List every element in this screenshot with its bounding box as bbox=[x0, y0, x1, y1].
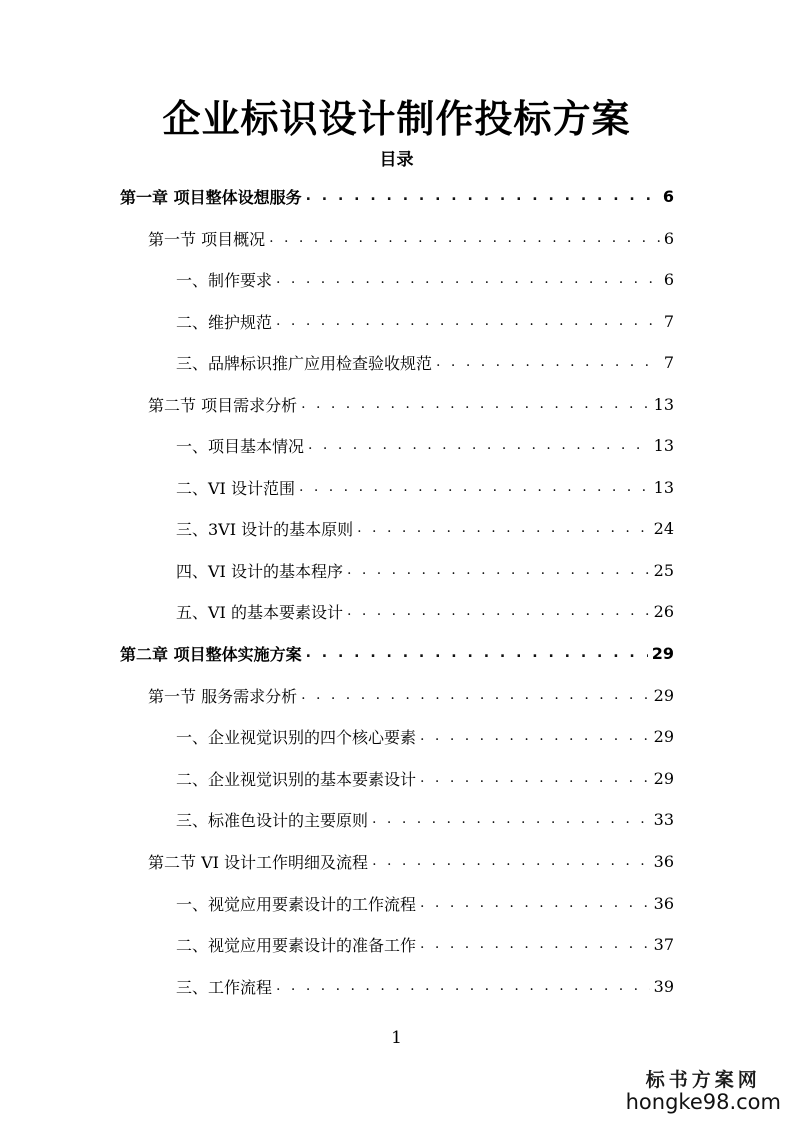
toc-entry-page: 13 bbox=[653, 394, 674, 414]
toc-entry-item[interactable] bbox=[176, 550, 674, 590]
toc-entry-section[interactable] bbox=[148, 675, 674, 715]
toc-entry-page: 37 bbox=[653, 934, 674, 954]
toc-entry-item[interactable] bbox=[176, 591, 674, 631]
toc-entry-label: 四、VI 设计的基本程序 bbox=[176, 561, 343, 581]
toc-entry-page: 29 bbox=[653, 685, 674, 705]
toc-entry-item[interactable] bbox=[176, 924, 674, 964]
toc-dot-leader bbox=[306, 188, 659, 204]
toc-entry-page: 13 bbox=[653, 435, 674, 455]
toc-dot-leader bbox=[372, 811, 650, 827]
toc-entry-page: 7 bbox=[663, 311, 674, 331]
toc-heading: 目录 bbox=[379, 150, 414, 170]
toc-entry-section[interactable] bbox=[148, 384, 674, 424]
toc-dot-leader bbox=[347, 562, 650, 578]
toc-entry-item[interactable] bbox=[176, 966, 674, 1006]
toc-entry-page: 6 bbox=[663, 269, 674, 289]
toc-entry-label: 三、工作流程 bbox=[176, 977, 273, 997]
toc-entry-page: 29 bbox=[653, 726, 674, 746]
toc-entry-label: 第二节 项目需求分析 bbox=[148, 395, 298, 415]
toc-entry-page: 29 bbox=[651, 643, 674, 663]
toc-entry-label: 二、视觉应用要素设计的准备工作 bbox=[176, 935, 417, 955]
toc-dot-leader bbox=[269, 230, 660, 246]
watermark-brand: 标书方案网 bbox=[645, 1069, 761, 1091]
toc-dot-leader bbox=[420, 895, 650, 911]
toc-dot-leader bbox=[420, 936, 650, 952]
toc-dot-leader bbox=[276, 271, 660, 287]
toc-entry-page: 36 bbox=[653, 893, 674, 913]
toc-entry-label: 三、3VI 设计的基本原则 bbox=[176, 519, 354, 539]
toc-dot-leader bbox=[357, 520, 649, 536]
toc-entry-page: 24 bbox=[653, 518, 674, 538]
toc-dot-leader bbox=[276, 313, 660, 329]
toc-dot-leader bbox=[301, 687, 650, 703]
toc-entry-page: 33 bbox=[653, 809, 674, 829]
toc-entry-page: 36 bbox=[653, 851, 674, 871]
toc-dot-leader bbox=[308, 437, 650, 453]
toc-entry-item[interactable] bbox=[176, 716, 674, 756]
toc-dot-leader bbox=[347, 603, 650, 619]
toc-dot-leader bbox=[436, 354, 660, 370]
toc-entry-page: 6 bbox=[663, 228, 674, 248]
toc-entry-item[interactable] bbox=[176, 301, 674, 341]
toc-dot-leader bbox=[372, 853, 650, 869]
toc-dot-leader bbox=[306, 645, 648, 661]
watermark-logo bbox=[626, 1065, 781, 1114]
toc-entry-label: 一、项目基本情况 bbox=[176, 436, 305, 456]
toc-entry-item[interactable] bbox=[176, 799, 674, 839]
toc-entry-label: 一、制作要求 bbox=[176, 270, 273, 290]
toc-entry-label: 第一节 项目概况 bbox=[148, 229, 266, 249]
toc-entry-item[interactable] bbox=[176, 425, 674, 465]
toc-entry-label: 第二章 项目整体实施方案 bbox=[120, 644, 302, 664]
toc-entry-item[interactable] bbox=[176, 508, 674, 548]
toc-entry-label: 二、VI 设计范围 bbox=[176, 478, 295, 498]
toc-entry-page: 39 bbox=[653, 976, 674, 996]
toc-entry-page: 25 bbox=[653, 560, 674, 580]
toc-entry-label: 三、品牌标识推广应用检查验收规范 bbox=[176, 353, 433, 373]
toc-dot-leader bbox=[420, 728, 650, 744]
toc-entry-item[interactable] bbox=[176, 259, 674, 299]
toc-entry-page: 7 bbox=[663, 352, 674, 372]
watermark-url: hongke98.com bbox=[625, 1090, 781, 1114]
toc-entry-page: 6 bbox=[662, 186, 674, 206]
toc-entry-item[interactable] bbox=[176, 883, 674, 923]
toc-entry-label: 五、VI 的基本要素设计 bbox=[176, 602, 343, 622]
page-number: 1 bbox=[391, 1028, 402, 1048]
toc-dot-leader bbox=[299, 479, 650, 495]
toc-entry-section[interactable] bbox=[148, 218, 674, 258]
toc-dot-leader bbox=[420, 770, 650, 786]
toc-entry-page: 13 bbox=[653, 477, 674, 497]
toc-entry-chapter[interactable] bbox=[120, 633, 674, 673]
toc-entry-chapter[interactable] bbox=[120, 176, 674, 216]
toc-entry-label: 一、视觉应用要素设计的工作流程 bbox=[176, 894, 417, 914]
toc-entry-label: 第一章 项目整体设想服务 bbox=[120, 187, 302, 207]
toc-entry-page: 29 bbox=[653, 768, 674, 788]
toc-entry-label: 第一节 服务需求分析 bbox=[148, 686, 298, 706]
toc-dot-leader bbox=[276, 978, 650, 994]
toc-entry-item[interactable] bbox=[176, 758, 674, 798]
toc-entry-page: 26 bbox=[653, 601, 674, 621]
toc-entry-label: 二、企业视觉识别的基本要素设计 bbox=[176, 769, 417, 789]
toc-entry-label: 三、标准色设计的主要原则 bbox=[176, 810, 369, 830]
document-title: 企业标识设计制作投标方案 bbox=[162, 97, 631, 141]
toc-entry-item[interactable] bbox=[176, 342, 674, 382]
toc-entry-section[interactable] bbox=[148, 841, 674, 881]
toc-entry-item[interactable] bbox=[176, 467, 674, 507]
toc-entry-label: 第二节 VI 设计工作明细及流程 bbox=[148, 852, 369, 872]
toc-entry-label: 二、维护规范 bbox=[176, 312, 273, 332]
toc-entry-label: 一、企业视觉识别的四个核心要素 bbox=[176, 727, 417, 747]
toc-dot-leader bbox=[301, 396, 650, 412]
